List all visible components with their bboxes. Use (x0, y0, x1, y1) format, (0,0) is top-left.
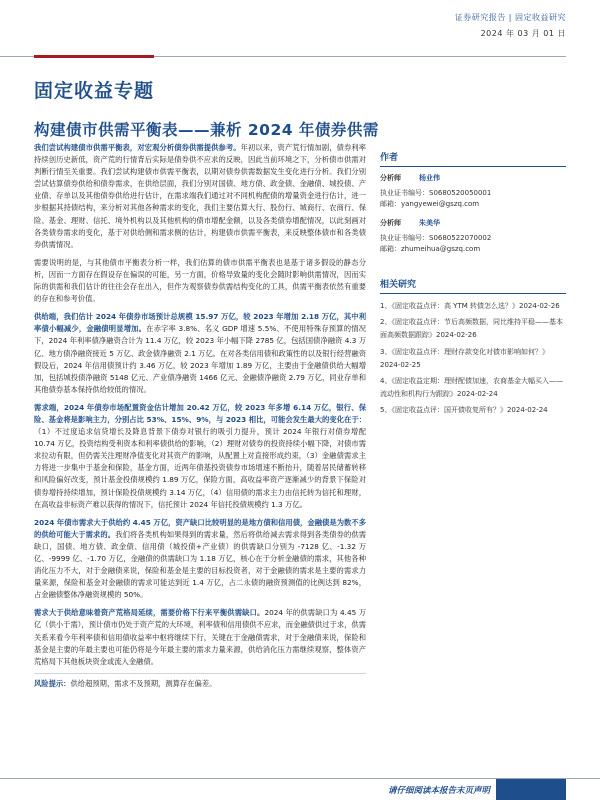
page-footer (0, 778, 600, 800)
analyst-name: 朱美华 (419, 219, 440, 227)
related-research-item[interactable] (380, 316, 566, 342)
paragraph-lead: 我们尝试构建债市供需平衡表，对宏观分析债券供需提供参考。 (34, 143, 241, 152)
footer-tab (496, 779, 566, 800)
paragraph-demand (34, 402, 366, 511)
research-date: 2024-02-25 (380, 360, 421, 369)
analyst-email[interactable]: 邮箱：zhumeihua@gszq.com (380, 245, 481, 253)
footer-disclaimer: 请仔细阅读本报告末页声明 (387, 786, 490, 796)
header-divider (0, 56, 566, 57)
related-research-item[interactable] (380, 404, 566, 417)
paragraph-intro (34, 142, 366, 251)
research-date: 2024-02-26 (519, 302, 560, 310)
research-title: 5、《固定收益点评：国开债收复所有？》 (380, 406, 507, 415)
paragraph-text: 年初以来，资产荒行情加剧，债券利率持续创历史新低，资产荒的行情背后实际是债券供不应求的反映，因此当前环境之下，分析债市供需对判断行情至关重要。我们尝试构建债市供需平衡表，以期对债券供需数据发生变化进行分析。我们分别尝试估算债券供给和债券需求，在供给层面，我们分别对国债、地方债、政金债、金融债、城投债、产业债、存单以及其他债券供给进行估计，在需求端我们通过对不同机构配债的增量资金进行估计，进一步根据其持债结构，来分析对其他各种需求的变化，我们主要估算大行、股份行、城商行、农商行、保险、基金、理财、信托、境外机构以及其他机构的债市增配金额，以及各类债券增配情况，以此刻画对各类债券需求的变化，基于对供给侧和需求侧的估计，构建债市供需平衡表，来反映整体债市和各类债券供需情况。 (34, 143, 367, 249)
analyst-card (380, 218, 566, 255)
research-date: 2024-02-26 (436, 331, 477, 340)
sidebar (380, 150, 566, 421)
research-title: 3、《固定收益点评：理财存款变化对债市影响如何？》 (380, 347, 549, 356)
paragraph-lead: 供给端，我们估计 2024 年债券市场预计总规模 15.97 万亿，较 2023 年增加 2.18 万亿，其中利率债小幅减少，金融债明显增加。 (34, 312, 366, 334)
report-type: 固定收益专题 (34, 80, 155, 102)
related-research-title: 相关研究 (380, 277, 566, 294)
research-title: 4、《固定收益定期：理财配债加速，农商基金大幅买入——流动性和机构行为跟踪》 (380, 377, 563, 399)
risk-warning (34, 673, 366, 690)
authors-title: 作者 (380, 150, 566, 167)
report-body (34, 142, 366, 695)
related-research-item[interactable] (380, 300, 566, 313)
page-title: 构建债市供需平衡表——兼析 2024 年债券供需 (34, 121, 379, 139)
paragraph-text: 需要说明的是，与其他债市平衡表分析一样，我们估算的债市供需平衡表也是基于诸多假设的静态分析，因而一方面存在假设存在偏误的可能，另一方面，价格导致量的变化会随时影响供需情况，因而实际的供需和我们估计的往往会存在出入，但作为观察债券供需结构变化的工具，供需平衡表依然有重要的存在和参考价值。 (34, 257, 366, 304)
paragraph-text: （1）不过度追求信贷增长及降息背景下债券对银行的吸引力提升，预计 2024 年银行对债券增配 10.74 万亿，投资结构受利资本和利率债供给的影响，（2）理财对债券的投资持续小幅下降，对债市需求拉动有限，但仍需关注理财净值变化对其资产的影响，从配置上对直接形成约束，（3）金融债需求主力将进一步集中于基金和保险，基金方面，近两年债基投资债券市场增速不断抬升，随着居民储蓄转移和风险偏好改变，预计基金投债规模约 1.89 万亿，保险方面，高收益率资产逐渐减少的背景下保险对债券增持持续增加，预计保险投债规模约 3.14 万亿，（4）信用债的需求主力由信托转为信托和理财，在高收益非标资产难以获得的情况下，信托预计 2024 年信托投债规模约 1.3 万亿。 (34, 427, 366, 509)
related-research-item[interactable] (380, 346, 566, 372)
paragraph-lead: 需求大于供给意味着资产荒格局延续，需要价格下行来平衡供需缺口。 (34, 608, 265, 618)
paragraph-text: 在赤字率 3.8%、名义 GDP 增速 5.5%、不使用特殊存预算的情况下，2024 年利率债净融资合计为 11.4 万亿，较 2023 年小幅下降 2785 亿，包括国债净融资 4.3 万亿、地方债净融资接近 5 万亿、政金债净融资 2.1 万亿。在对各类信用债和政策性的以及银行经营融资假设后，2024 年信用债预计约 3.46 万亿，较 2023 年增加 1.89 万亿，主要由于金融债供给大幅增加，包括城投债净融资 5148 亿元、产业债净融资 1466 亿元、金融债净融资 2.79 万亿，同业存单和其他债券基本保持供给较低的情况。 (34, 324, 367, 394)
risk-label: 风险提示： (34, 678, 71, 688)
analyst-license: 执业证书编号：S0680520050001 (380, 189, 492, 197)
report-date: 2024 年 03 月 01 日 (480, 29, 566, 38)
research-date: 2024-02-24 (506, 406, 548, 415)
paragraph-gap (34, 517, 366, 602)
analyst-role: 分析师 (380, 219, 401, 227)
paragraph-supply (34, 311, 366, 396)
risk-text: 供给超预期，需求不及预期，测算存在偏差。 (70, 678, 217, 688)
analyst-role: 分析师 (380, 174, 401, 182)
analyst-license: 执业证书编号：S0680522070002 (380, 234, 492, 242)
paragraph-lead: 2024 年债市需求大于供给约 4.45 万亿，资产缺口比较明显的是地方债和信用债，金融债是为数不多的供给可能大于需求的。 (34, 517, 366, 539)
research-title: 2、《固定收益点评：节后高频数据，同比维持平稳——基本面高频数据跟踪》 (380, 318, 563, 340)
research-title: 1、《固定收益点评：高 YTM 转债怎么选？》 (380, 302, 519, 310)
report-category: 证券研究报告 | 固定收益研究 (454, 13, 566, 22)
analyst-email[interactable]: 邮箱：yangyewei@gszq.com (380, 200, 480, 208)
report-header (455, 12, 566, 39)
analyst-name: 杨业伟 (419, 174, 440, 182)
paragraph-lead: 需求端，2024 年债券市场配置资金估计增加 20.42 万亿，较 2023 年多增 6.14 万亿，银行、保险、基金将是影响主力，分别占比 53%、15%、9%，与 2023 相比，可能会发生最大的变化在于： (34, 402, 366, 424)
research-date: 2024-02-24 (457, 390, 498, 399)
related-research-item[interactable] (380, 375, 566, 401)
paragraph-text: 2024 年的供需缺口为 4.45 万亿（供小于需），预计债市仍处于资产荒的大环境，利率债和信用债供不应求，而金融债供过于求，供需关系来看今年利率债和信用债收益率中枢将继续下行，关键在于金融债需求，对于金融债来说，保险和基金是主要的年最主要也可能仍将是今年最主要的需求力量来源，供给消化压力需继续观察，整体资产荒格局下其他板块资金或流入金融债。 (34, 608, 367, 666)
paragraph-text: 我们将各类机构如果得到的需求量，然后将供给减去需求得到各类债券的供需缺口，国债、地方债、政金债、信用债（城投债+产业债）的供需缺口分别为 -7128 亿、-1.32 万亿、-9999 亿、-1.70 万亿，金融债的供需缺口为 1.18 万亿，核心在于分析金融债的需求，其他各种消化压力不大，对于金融债来说，保险和基金是主要的目标投资者，对于金融债的需求是主要的需求力量来源，保险和基金对金融债的需求可能达到近 1.4 万亿，占二永债的融资预测值的比例达到 82%，占金融债整体净融资规模的 50%。 (34, 529, 367, 600)
paragraph-conclusion (34, 607, 366, 667)
analyst-card (380, 173, 566, 210)
paragraph-caveat (34, 257, 366, 305)
